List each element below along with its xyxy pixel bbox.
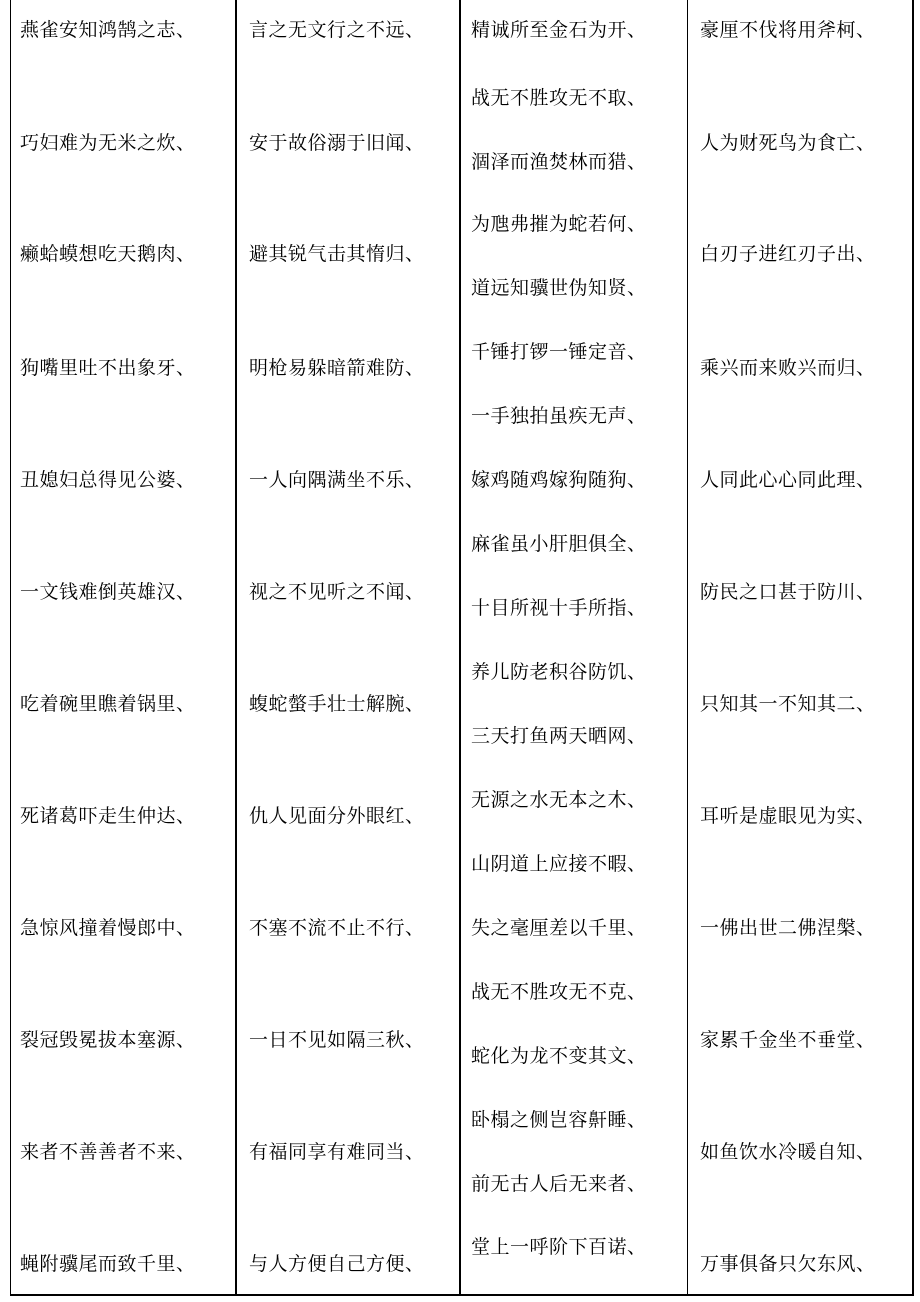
proverb-cell: 巧妇难为无米之炊、	[20, 132, 196, 154]
proverb-cell: 万事俱备只欠东风、	[700, 1253, 876, 1275]
proverb-cell: 急惊风撞着慢郎中、	[20, 917, 196, 939]
proverb-cell: 十目所视十手所指、	[471, 597, 647, 619]
proverb-cell: 一日不见如隔三秋、	[249, 1029, 425, 1051]
proverb-cell: 豪厘不伐将用斧柯、	[700, 19, 876, 41]
proverb-cell: 山阴道上应接不暇、	[471, 853, 647, 875]
proverb-cell: 避其锐气击其惰归、	[249, 243, 425, 265]
proverb-column-2	[235, 0, 459, 1296]
proverb-cell: 防民之口甚于防川、	[700, 581, 876, 603]
proverb-cell: 无源之水无本之木、	[471, 789, 647, 811]
proverb-cell: 来者不善善者不来、	[20, 1141, 196, 1163]
proverb-cell: 有福同享有难同当、	[249, 1141, 425, 1163]
proverb-cell: 视之不见听之不闻、	[249, 581, 425, 603]
proverb-cell: 战无不胜攻无不取、	[471, 87, 647, 109]
proverb-cell: 乘兴而来败兴而归、	[700, 357, 876, 379]
proverb-cell: 一人向隅满坐不乐、	[249, 469, 425, 491]
proverb-cell: 人同此心心同此理、	[700, 469, 876, 491]
proverb-cell: 人为财死鸟为食亡、	[700, 132, 876, 154]
proverb-cell: 不塞不流不止不行、	[249, 917, 425, 939]
proverb-cell: 只知其一不知其二、	[700, 693, 876, 715]
proverb-cell: 狗嘴里吐不出象牙、	[20, 357, 196, 379]
table-bottom-border	[10, 1294, 914, 1296]
proverb-cell: 嫁鸡随鸡嫁狗随狗、	[471, 469, 647, 491]
proverb-cell: 言之无文行之不远、	[249, 19, 425, 41]
proverb-cell: 丑媳妇总得见公婆、	[20, 469, 196, 491]
proverb-cell: 一文钱难倒英雄汉、	[20, 581, 196, 603]
proverb-cell: 精诚所至金石为开、	[471, 19, 647, 41]
proverb-cell: 安于故俗溺于旧闻、	[249, 132, 425, 154]
proverb-cell: 吃着碗里瞧着锅里、	[20, 693, 196, 715]
proverb-cell: 明枪易躲暗箭难防、	[249, 357, 425, 379]
proverb-cell: 三天打鱼两天晒网、	[471, 725, 647, 747]
proverb-cell: 麻雀虽小肝胆俱全、	[471, 533, 647, 555]
proverb-cell: 养儿防老积谷防饥、	[471, 661, 647, 683]
proverb-cell: 蝇附骥尾而致千里、	[20, 1253, 196, 1275]
proverb-cell: 千锤打锣一锤定音、	[471, 341, 647, 363]
proverb-cell: 战无不胜攻无不克、	[471, 981, 647, 1003]
proverb-cell: 为虺弗摧为蛇若何、	[471, 213, 647, 235]
proverb-cell: 蝮蛇螫手壮士解腕、	[249, 693, 425, 715]
proverb-column-4	[687, 0, 914, 1296]
proverb-cell: 卧榻之侧岂容鼾睡、	[471, 1109, 647, 1131]
proverb-cell: 失之毫厘差以千里、	[471, 917, 647, 939]
proverb-cell: 白刃子进红刃子出、	[700, 243, 876, 265]
proverb-cell: 一佛出世二佛涅槃、	[700, 917, 876, 939]
proverb-cell: 堂上一呼阶下百诺、	[471, 1236, 647, 1258]
proverb-cell: 死诸葛吓走生仲达、	[20, 805, 196, 827]
proverb-cell: 与人方便自己方便、	[249, 1253, 425, 1275]
proverb-cell: 耳听是虚眼见为实、	[700, 805, 876, 827]
proverb-cell: 一手独拍虽疾无声、	[471, 405, 647, 427]
proverb-cell: 燕雀安知鸿鹄之志、	[20, 19, 196, 41]
proverb-column-3	[459, 0, 687, 1296]
proverb-cell: 家累千金坐不垂堂、	[700, 1029, 876, 1051]
proverb-column-1	[10, 0, 235, 1296]
proverb-cell: 道远知骥世伪知贤、	[471, 277, 647, 299]
proverb-cell: 癞蛤蟆想吃天鹅肉、	[20, 243, 196, 265]
proverb-cell: 蛇化为龙不变其文、	[471, 1045, 647, 1067]
proverb-cell: 前无古人后无来者、	[471, 1173, 647, 1195]
proverb-cell: 仇人见面分外眼红、	[249, 805, 425, 827]
proverb-cell: 如鱼饮水冷暖自知、	[700, 1141, 876, 1163]
proverb-cell: 裂冠毁冕拔本塞源、	[20, 1029, 196, 1051]
proverb-cell: 涸泽而渔焚林而猎、	[471, 151, 647, 173]
proverb-table	[10, 0, 914, 1296]
